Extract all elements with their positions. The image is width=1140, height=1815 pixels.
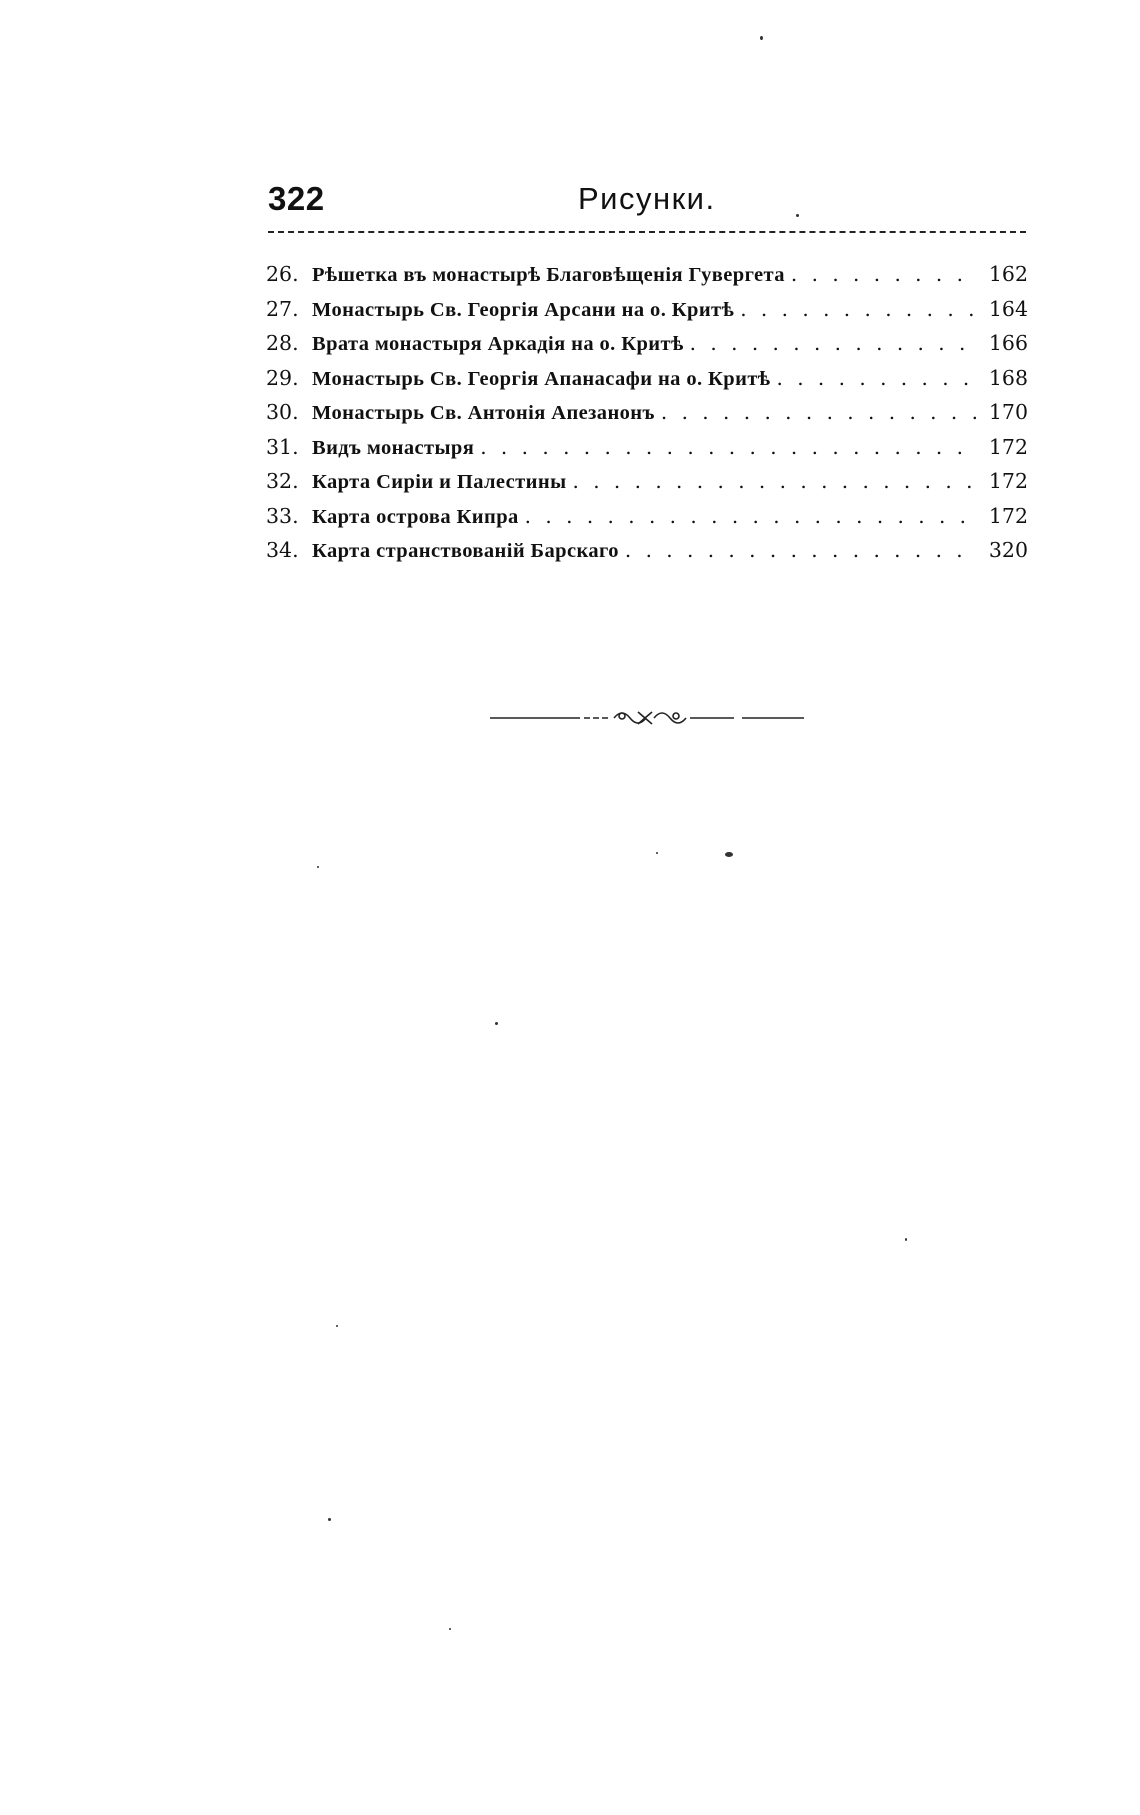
entry-page: 170 — [988, 400, 1028, 424]
list-item — [266, 366, 1028, 401]
scan-speck — [317, 866, 319, 868]
entry-number: 34. — [266, 538, 299, 562]
end-ornament — [488, 706, 806, 730]
dot-leader — [480, 435, 976, 459]
entry-title: Карта острова Кипра — [312, 505, 519, 528]
list-item — [266, 435, 1028, 470]
scan-speck — [760, 36, 763, 40]
list-item — [266, 400, 1028, 435]
entry-page: 172 — [988, 503, 1028, 528]
scan-speck — [725, 852, 733, 857]
dot-leader — [777, 366, 977, 390]
page-header — [268, 180, 1028, 230]
scan-speck — [796, 214, 799, 217]
entry-number: 31. — [266, 434, 299, 459]
list-item — [266, 262, 1028, 297]
scan-speck — [328, 1518, 331, 1521]
dot-leader — [625, 538, 976, 562]
scan-speck — [656, 852, 658, 854]
dot-leader — [791, 262, 976, 286]
entry-title: Карта Сиріи и Палестины — [312, 471, 567, 493]
scan-speck — [495, 1022, 498, 1025]
entry-number: 26. — [266, 262, 299, 286]
entry-title: Монастырь Св. Георгія Апанасафи на о. Критѣ — [312, 367, 771, 390]
entry-number: 32. — [266, 469, 299, 493]
entry-page: 172 — [988, 469, 1028, 493]
list-item — [266, 331, 1028, 366]
scan-speck — [336, 1325, 338, 1327]
entry-title: Карта странствованій Барскаго — [312, 540, 619, 562]
entry-number: 27. — [266, 296, 299, 321]
list-item — [266, 504, 1028, 539]
entry-number: 30. — [266, 400, 299, 424]
entry-page: 166 — [988, 331, 1028, 355]
entry-number: 33. — [266, 503, 299, 528]
list-item — [266, 469, 1028, 504]
dot-leader — [690, 331, 976, 355]
entry-page: 172 — [988, 434, 1028, 459]
entry-title: Рѣшетка въ монастырѣ Благовѣщенія Гувергета — [312, 264, 785, 286]
entry-page: 164 — [988, 296, 1028, 321]
entry-number: 29. — [266, 365, 299, 390]
entry-number: 28. — [266, 331, 299, 355]
dot-leader — [525, 504, 976, 528]
entry-page: 162 — [988, 262, 1028, 286]
header-rule — [268, 231, 1026, 233]
entry-title: Врата монастыря Аркадія на о. Критѣ — [312, 333, 684, 355]
entry-title: Монастырь Св. Антонія Апезанонъ — [312, 402, 655, 424]
scan-speck — [905, 1238, 907, 1241]
list-item — [266, 538, 1028, 573]
list-item — [266, 297, 1028, 332]
page-number: 322 — [268, 180, 325, 217]
entry-title: Видъ монастыря — [312, 436, 475, 459]
dot-leader — [661, 400, 976, 424]
scan-speck — [449, 1628, 451, 1630]
illustrations-list — [266, 262, 1028, 573]
dot-leader — [740, 297, 976, 321]
entry-page: 168 — [988, 365, 1028, 390]
entry-title: Монастырь Св. Георгія Арсани на о. Критѣ — [312, 298, 735, 321]
entry-page: 320 — [988, 538, 1028, 562]
running-title: Рисунки. — [578, 181, 716, 216]
dot-leader — [572, 469, 976, 493]
